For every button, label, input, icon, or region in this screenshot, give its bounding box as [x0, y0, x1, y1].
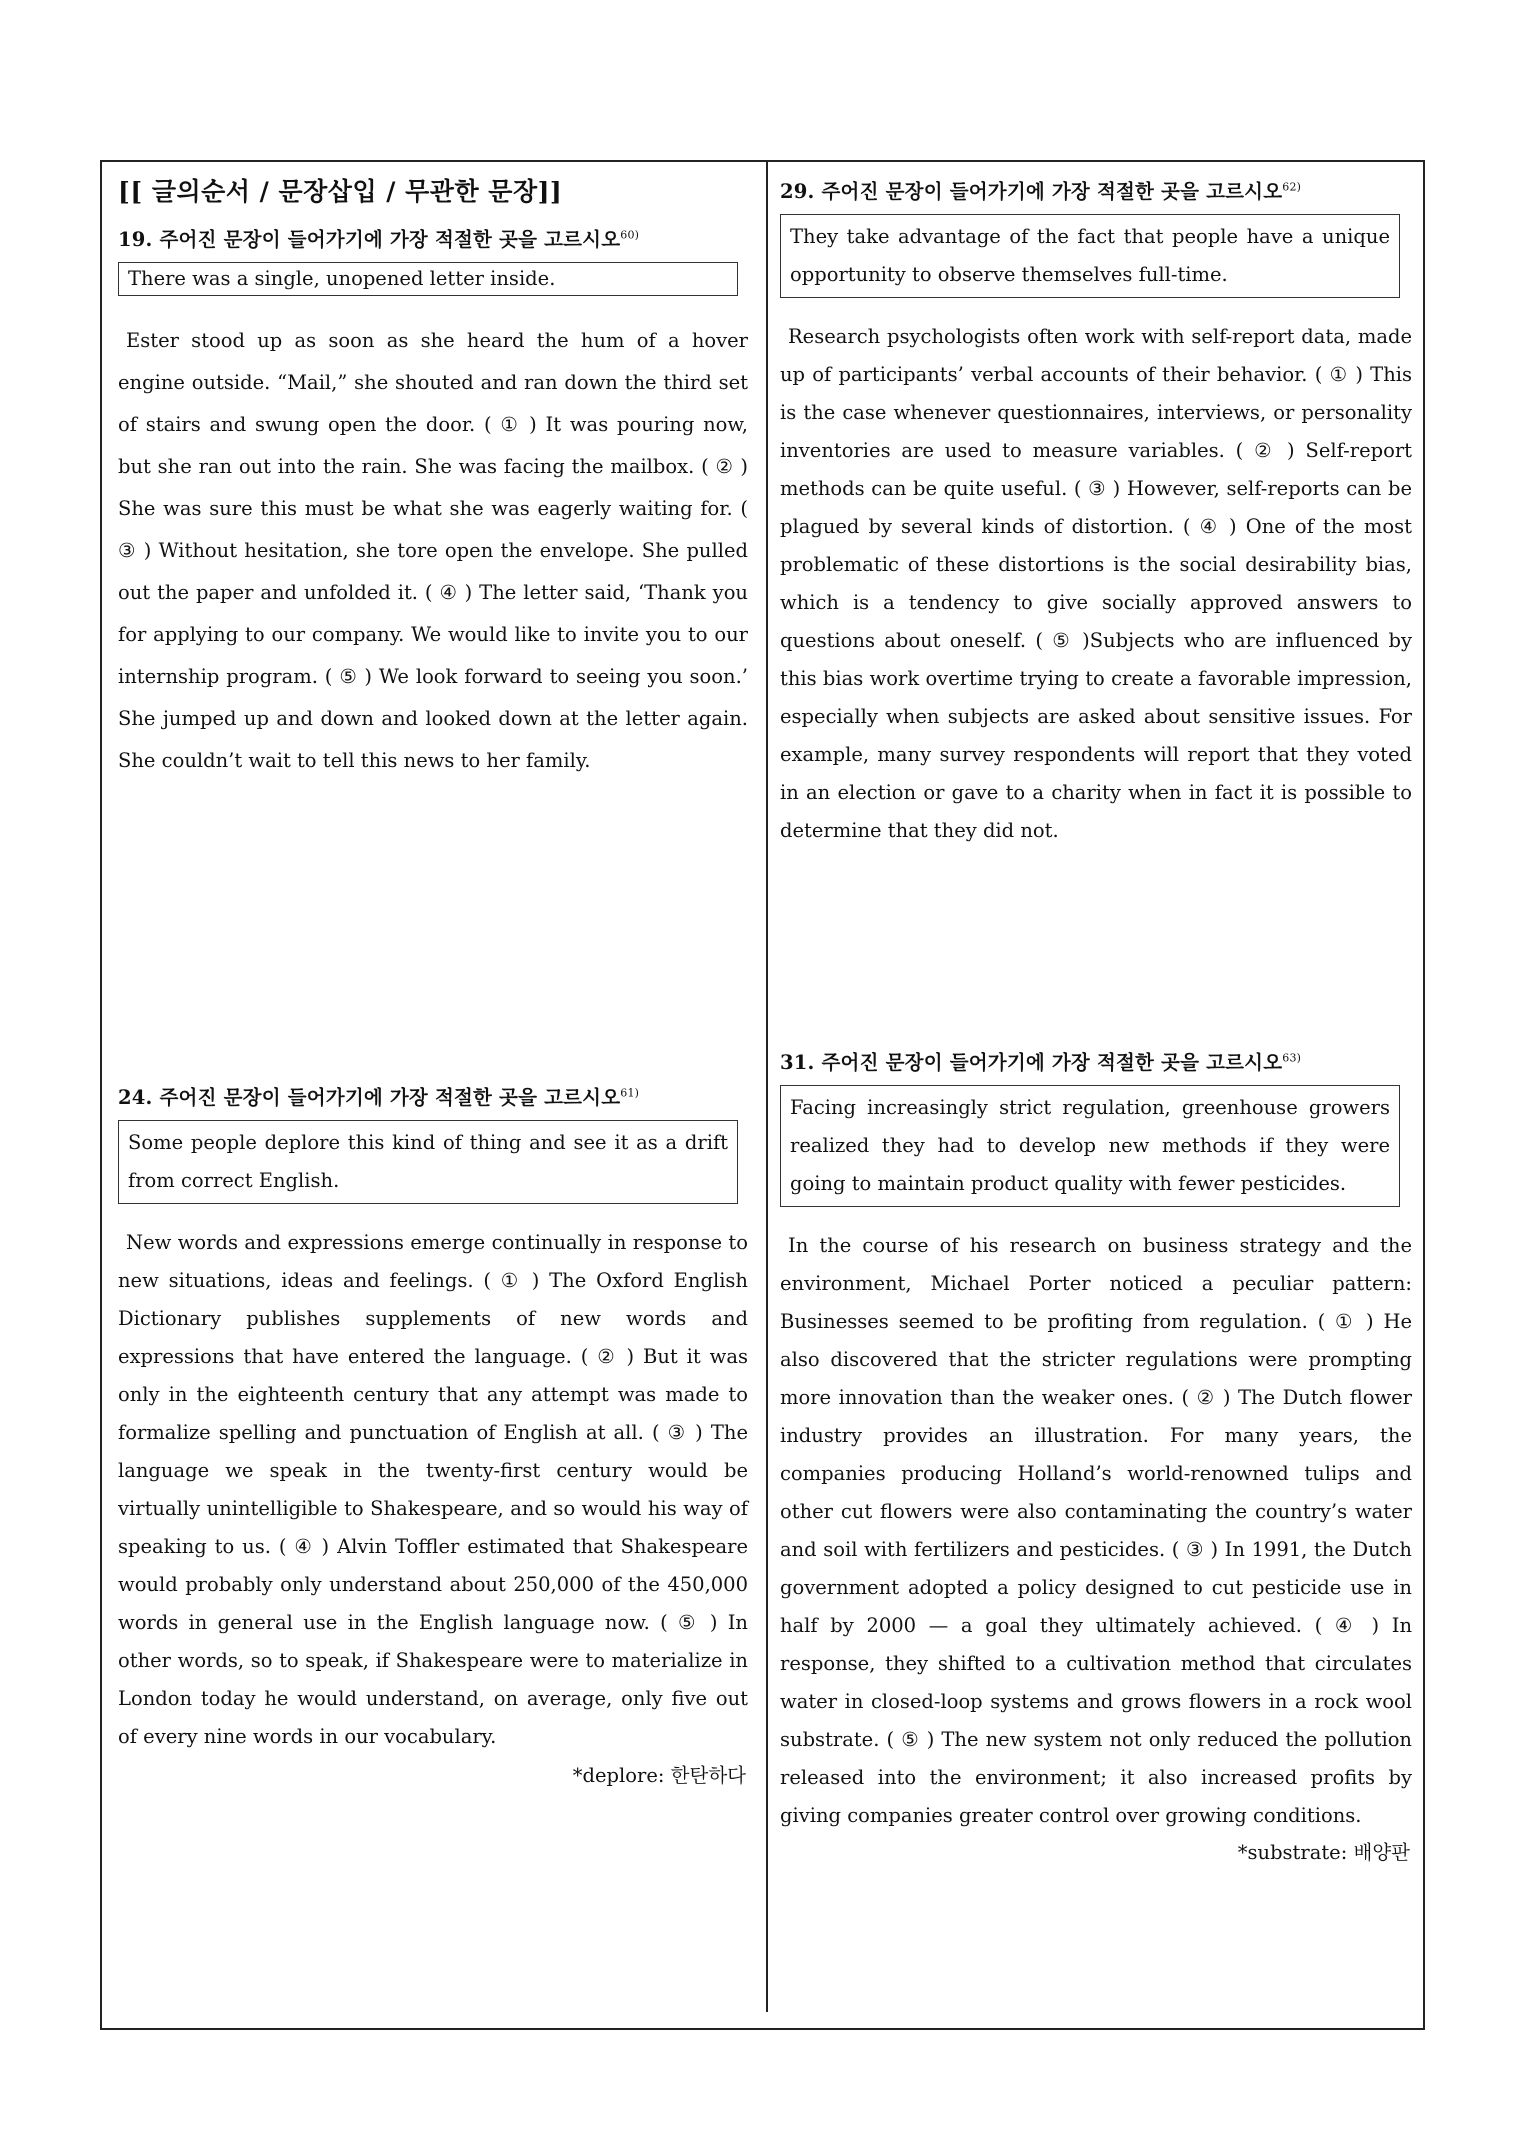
- question-label: 19. 주어진 문장이 들어가기에 가장 적절한 곳을 고르시오: [118, 228, 621, 251]
- question-heading: [780, 1047, 1412, 1075]
- exam-page-frame: [100, 160, 1425, 2030]
- question-29: [780, 176, 1412, 850]
- question-31: [780, 1047, 1412, 1865]
- passage-text: Ester stood up as soon as she heard the hum of a hover engine outside. “Mail,” she shouted and ran down the third set of stairs and swung open the door. ( ① ) It was pouring now, but she ran out into the rain. She was facing the mailbox. ( ② ) She was sure this must be what she was eagerly waiting for. ( ③ ) Without hesitation, she tore open the envelope. She pulled out the paper and unfolded it. ( ④ ) The letter said, ‘Thank you for applying to our company. We would like to invite you to our internship program. ( ⑤ ) We look forward to seeing you soon.’ She jumped up and down and looked down at the letter again. She couldn’t wait to tell this news to her family.: [118, 329, 748, 772]
- section-title: [[ 글의순서 / 문장삽입 / 무관한 문장]]: [118, 177, 563, 206]
- question-label: 31. 주어진 문장이 들어가기에 가장 적절한 곳을 고르시오: [780, 1051, 1283, 1074]
- footnote-ref: 61): [620, 1086, 640, 1100]
- question-heading: [118, 224, 748, 252]
- given-sentence-box: [118, 262, 738, 296]
- given-sentence-box: [118, 1120, 738, 1204]
- given-sentence: They take advantage of the fact that people have a unique opportunity to observe themselves full-time.: [790, 225, 1390, 286]
- given-sentence: There was a single, unopened letter inside.: [128, 267, 556, 290]
- question-label: 24. 주어진 문장이 들어가기에 가장 적절한 곳을 고르시오: [118, 1086, 621, 1109]
- question-label: 29. 주어진 문장이 들어가기에 가장 적절한 곳을 고르시오: [780, 180, 1283, 203]
- question-heading: [780, 176, 1412, 204]
- column-divider: [766, 162, 768, 2012]
- question-24: [118, 1082, 748, 1788]
- given-sentence-box: [780, 214, 1400, 298]
- passage-text: Research psychologists often work with self-report data, made up of participants’ verbal accounts of their behavior. ( ① ) This is the case whenever questionnaires, interviews, or personality inventories are used to measure variables. ( ② ) Self-report methods can be quite useful. ( ③ ) However, self-reports can be plagued by several kinds of distortion. ( ④ ) One of the most problematic of these distortions is the social desirability bias, which is a tendency to give socially approved answers to questions about oneself. ( ⑤ )Subjects who are influenced by this bias work overtime trying to create a favorable impression, especially when subjects are asked about sensitive issues. For example, many survey respondents will report that they voted in an election or gave to a charity when in fact it is possible to determine that they did not.: [780, 325, 1412, 842]
- footnote: *substrate: 배양판: [1237, 1841, 1410, 1864]
- passage-text: New words and expressions emerge continually in response to new situations, ideas and feelings. ( ① ) The Oxford English Dictionary publishes supplements of new words and expressions that have entered the language. ( ② ) But it was only in the eighteenth century that any attempt was made to formalize spelling and punctuation of English at all. ( ③ ) The language we speak in the twenty-first century would be virtually unintelligible to Shakespeare, and so would his way of speaking to us. ( ④ ) Alvin Toffler estimated that Shakespeare would probably only understand about 250,000 of the 450,000 words in general use in the English language now. ( ⑤ ) In other words, so to speak, if Shakespeare were to materialize in London today he would understand, on average, only five out of every nine words in our vocabulary.: [118, 1231, 748, 1748]
- given-sentence-box: [780, 1085, 1400, 1207]
- passage-text: In the course of his research on business strategy and the environment, Michael Porter noticed a peculiar pattern: Businesses seemed to be profiting from regulation. ( ① ) He also discovered that the stricter regulations were prompting more innovation than the weaker ones. ( ② ) The Dutch flower industry provides an illustration. For many years, the companies producing Holland’s world-renowned tulips and other cut flowers were also contaminating the country’s water and soil with fertilizers and pesticides. ( ③ ) In 1991, the Dutch government adopted a policy designed to cut pesticide use in half by 2000 — a goal they ultimately achieved. ( ④ ) In response, they shifted to a cultivation method that circulates water in closed-loop systems and grows flowers in a rock wool substrate. ( ⑤ ) The new system not only reduced the pollution released into the environment; it also increased profits by giving companies greater control over growing conditions.: [780, 1234, 1412, 1827]
- given-sentence: Facing increasingly strict regulation, greenhouse growers realized they had to develop new methods if they were going to maintain product quality with fewer pesticides.: [790, 1096, 1390, 1195]
- question-19: [118, 224, 748, 782]
- footnote-ref: 60): [620, 228, 640, 242]
- given-sentence: Some people deplore this kind of thing and see it as a drift from correct English.: [128, 1131, 728, 1192]
- footnote-ref: 62): [1282, 180, 1302, 194]
- footnote: *deplore: 한탄하다: [572, 1764, 746, 1787]
- footnote-ref: 63): [1282, 1051, 1302, 1065]
- question-heading: [118, 1082, 748, 1110]
